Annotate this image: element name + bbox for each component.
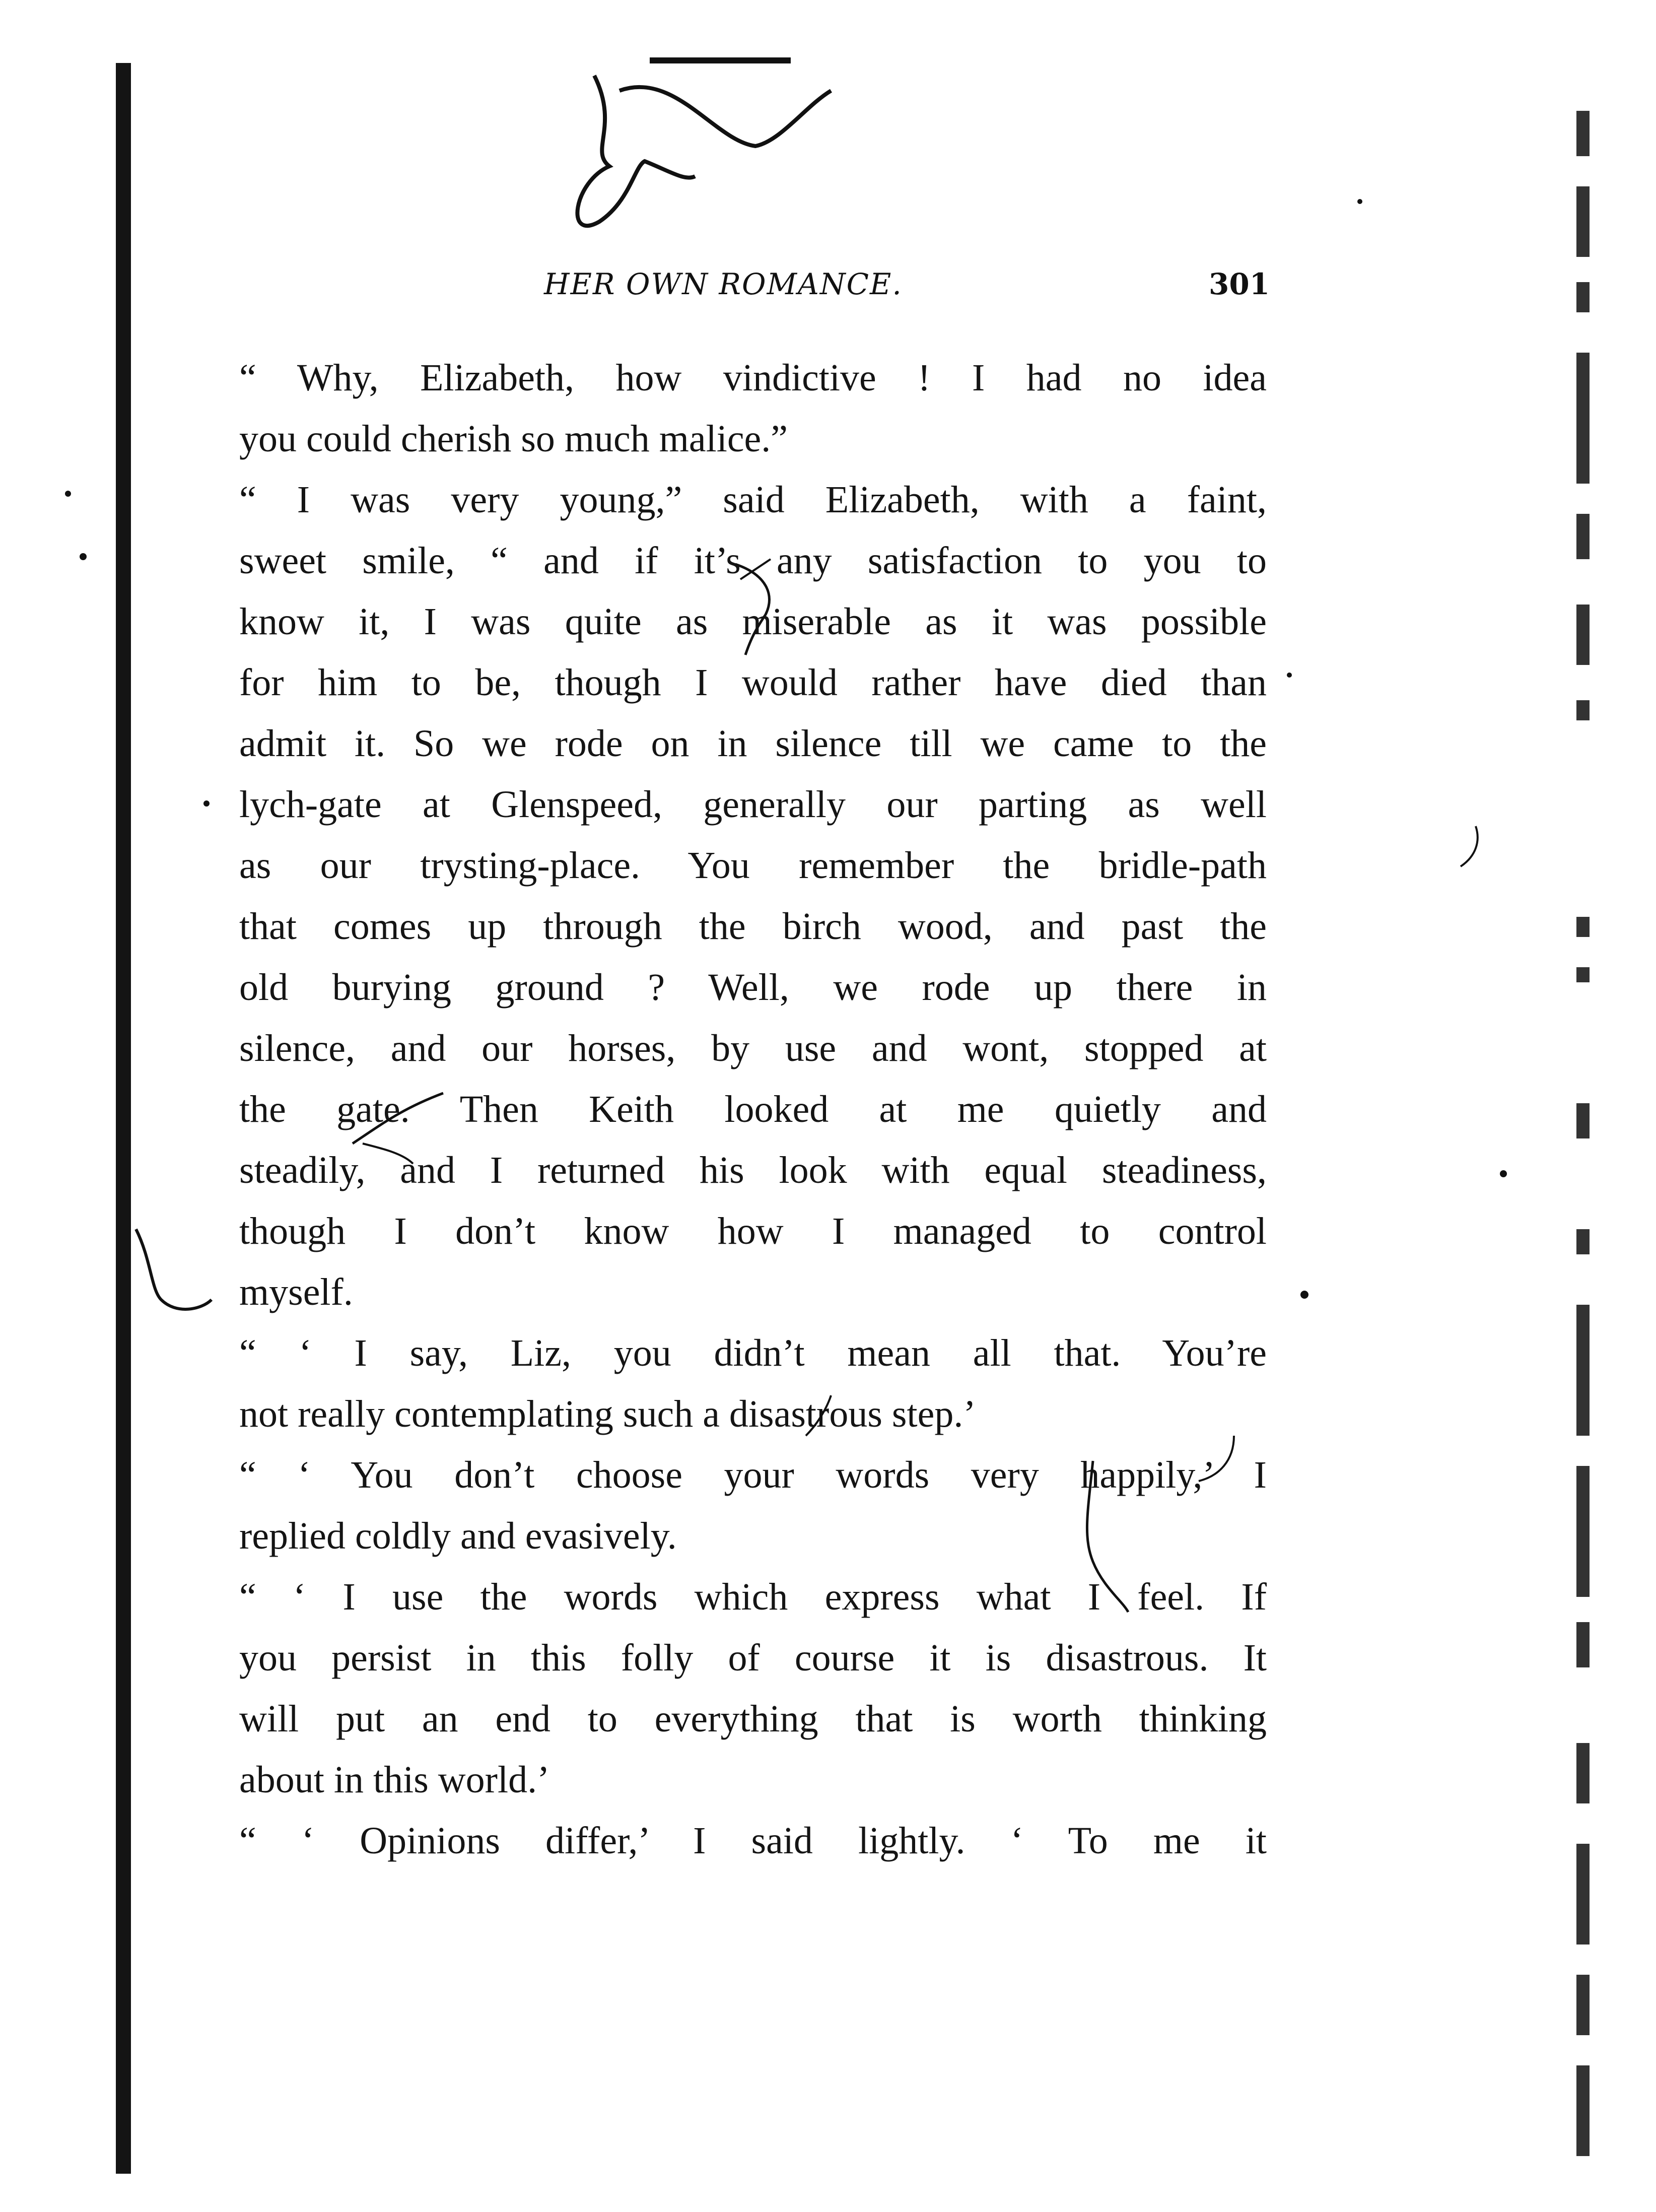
text-line: lych-gate at Glenspeed, generally our parting as well (239, 783, 1267, 826)
text-line: about in this world.’ (239, 1759, 550, 1801)
paragraph (239, 348, 1267, 470)
text-line: replied coldly and evasively. (239, 1515, 677, 1557)
text-line: though I don’t know how I managed to control (239, 1210, 1267, 1252)
text-line: know it, I was quite as miserable as it was possible (239, 600, 1267, 643)
text-line: “ ‘ I say, Liz, you didn’t mean all that. You’re (239, 1332, 1267, 1374)
paragraph (239, 1811, 1267, 1871)
text-line: for him to be, though I would rather have died than (239, 661, 1267, 704)
paragraph (239, 1323, 1267, 1445)
text-line: that comes up through the birch wood, and past the (239, 905, 1267, 948)
text-line: will put an end to everything that is worth thinking (239, 1698, 1267, 1740)
text-line: “ Why, Elizabeth, how vindictive ! I had no idea (239, 357, 1267, 399)
scan-edge-noise (1576, 71, 1597, 2176)
text-line: not really contemplating such a disastrous step.’ (239, 1393, 976, 1435)
paragraph (239, 1567, 1267, 1811)
text-line: you could cherish so much malice.” (239, 418, 788, 460)
paragraph (239, 470, 1267, 1323)
text-line: admit it. So we rode on in silence till we came to the (239, 722, 1267, 765)
text-line: old burying ground ? Well, we rode up there in (239, 966, 1267, 1009)
text-line: “ ‘ You don’t choose your words very happily,’ I (239, 1454, 1267, 1496)
binding-edge-rule (116, 63, 131, 2174)
text-line: steadily, and I returned his look with equal steadiness, (239, 1149, 1267, 1191)
text-line: myself. (239, 1271, 353, 1313)
text-line: you persist in this folly of course it is disastrous. It (239, 1637, 1267, 1679)
body-text (239, 348, 1267, 1871)
text-line: “ ‘ Opinions differ,’ I said lightly. ‘ To me it (239, 1820, 1267, 1862)
text-line: “ ‘ I use the words which express what I feel. If (239, 1576, 1267, 1618)
text-line: silence, and our horses, by use and wont, stopped at (239, 1027, 1267, 1069)
page-number: 301 (1209, 267, 1270, 301)
running-title: HER OWN ROMANCE. (544, 267, 903, 301)
text-line: as our trysting-place. You remember the bridle-path (239, 844, 1267, 887)
paragraph (239, 1445, 1267, 1567)
text-line: sweet smile, “ and if it’s any satisfaction to you to (239, 540, 1267, 582)
text-line: the gate. Then Keith looked at me quietly and (239, 1088, 1267, 1130)
pen-scribble-ornament (544, 50, 896, 252)
text-line: “ I was very young,” said Elizabeth, with a faint, (239, 479, 1267, 521)
